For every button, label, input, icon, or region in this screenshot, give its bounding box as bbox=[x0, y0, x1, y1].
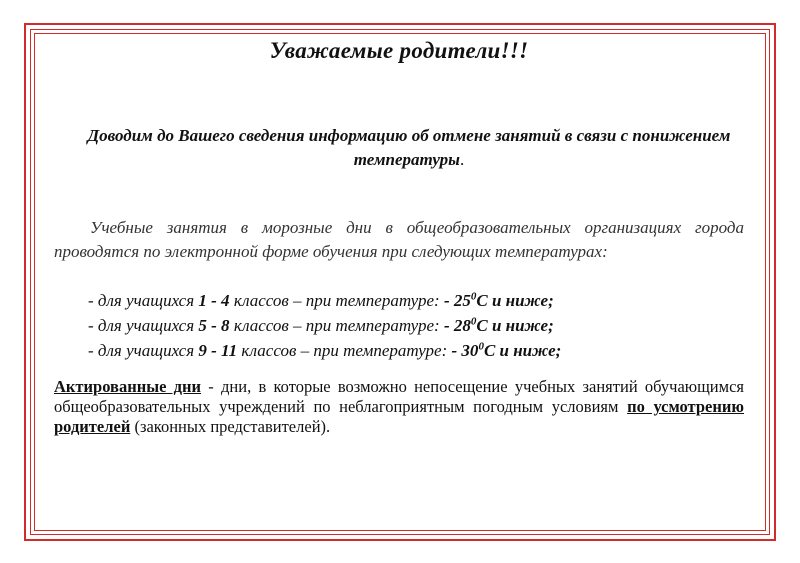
list-item-middle: классов – при температуре: bbox=[229, 316, 444, 335]
list-item-temp bbox=[444, 291, 554, 310]
notice-title: Уважаемые родители!!! bbox=[269, 38, 529, 63]
list-item-grades: 5 - 8 bbox=[198, 316, 230, 335]
temperature-list bbox=[54, 288, 744, 363]
notice-lead bbox=[54, 124, 744, 172]
degree-sign: 0 bbox=[478, 340, 484, 353]
temp-value: - 28 bbox=[443, 316, 471, 335]
list-item-temp bbox=[452, 341, 562, 360]
note-text-2: (законных представителей). bbox=[130, 417, 331, 436]
temp-value: - 30 bbox=[451, 341, 479, 360]
list-item bbox=[88, 288, 744, 313]
list-item-temp bbox=[444, 316, 554, 335]
notice-note bbox=[54, 377, 744, 437]
note-term: Актированные дни bbox=[54, 377, 202, 396]
list-item bbox=[88, 338, 744, 363]
notice-body: Учебные занятия в морозные дни в общеобразовательных организациях города проводятся по электронной форме обучения при следующих температурах: bbox=[54, 218, 744, 261]
temp-unit: С и ниже; bbox=[483, 341, 562, 360]
temp-value: - 25 bbox=[443, 291, 471, 310]
list-item-middle: классов – при температуре: bbox=[229, 291, 444, 310]
notice-content bbox=[54, 38, 744, 454]
lead-period: . bbox=[459, 150, 465, 169]
degree-sign: 0 bbox=[470, 290, 477, 303]
temp-unit: С и ниже; bbox=[476, 291, 554, 310]
temp-unit: С и ниже; bbox=[476, 316, 554, 335]
list-item-prefix: - для учащихся bbox=[88, 341, 199, 360]
degree-sign: 0 bbox=[470, 315, 477, 328]
list-item-grades: 9 - 11 bbox=[198, 341, 238, 360]
lead-text: Доводим до Вашего сведения информацию об отмене занятий в связи с понижением температуры bbox=[87, 126, 731, 169]
list-item-prefix: - для учащихся bbox=[88, 316, 199, 335]
note-text-1: - дни, в которые возможно непосещение учебных занятий обучающимся общеобразовательных учреждений по неблагоприятным погодным условиям bbox=[54, 377, 744, 416]
list-item bbox=[88, 313, 744, 338]
note-key: по усмотрению родителей bbox=[54, 397, 744, 436]
list-item-grades: 1 - 4 bbox=[198, 291, 230, 310]
list-item-middle: классов – при температуре: bbox=[237, 341, 452, 360]
list-item-prefix: - для учащихся bbox=[88, 291, 199, 310]
